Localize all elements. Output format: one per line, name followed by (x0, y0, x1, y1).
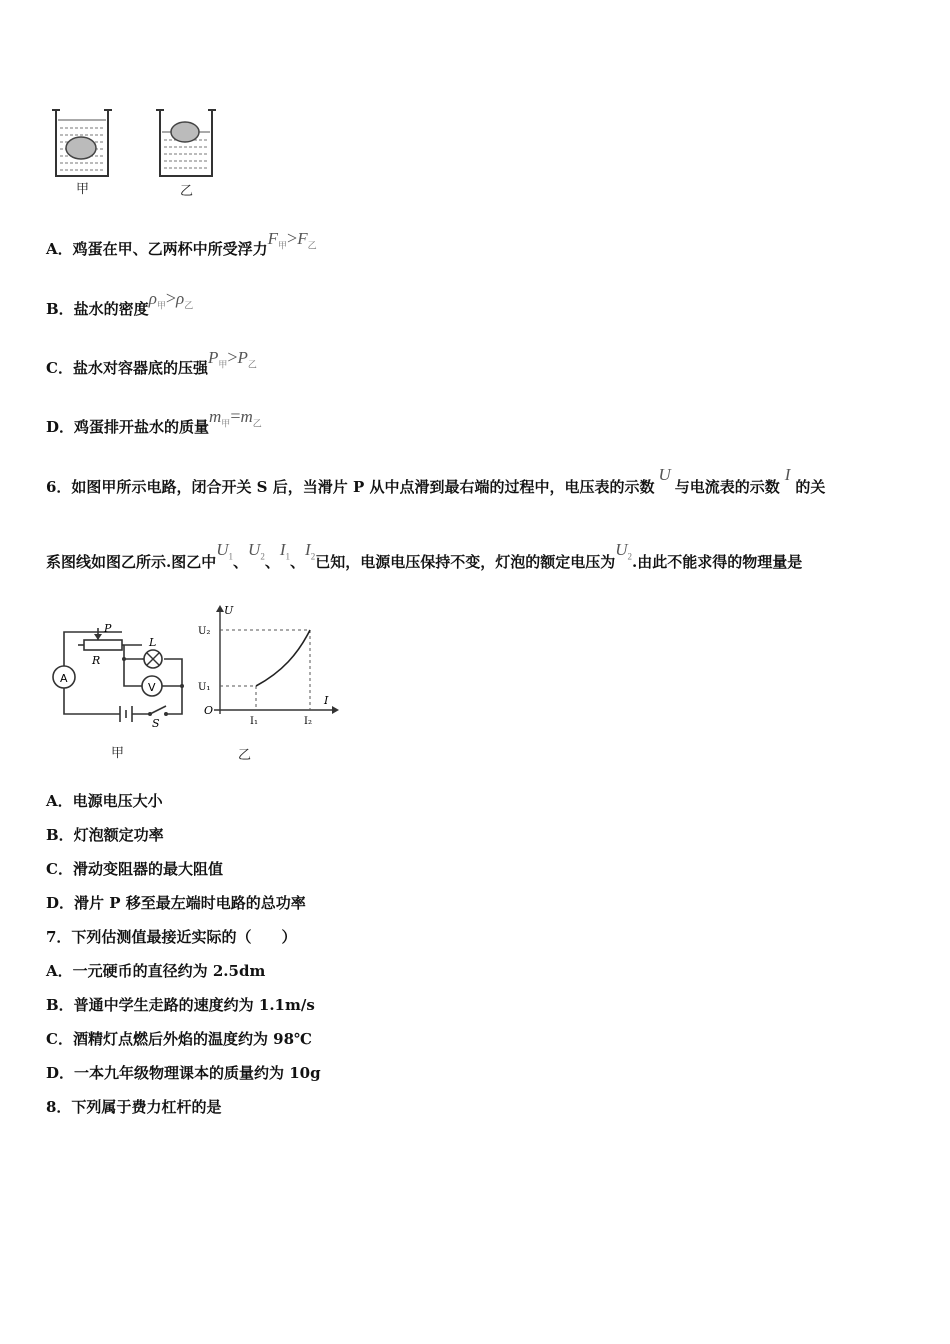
q5-option-a-text: A．鸡蛋在甲、乙两杯中所受浮力 (46, 240, 268, 258)
ui-graph (198, 604, 339, 727)
q7-option-d: D．一本九年级物理课本的质量约为 10g (46, 1064, 321, 1082)
math-var: U (615, 540, 628, 559)
circuit-figure (42, 602, 352, 768)
math-var: U (216, 540, 229, 559)
q5-option-a (46, 228, 317, 261)
math-sub: 2 (260, 551, 265, 562)
switch-label: S (152, 717, 160, 730)
math-var: U (658, 465, 671, 484)
slider-label: P (104, 622, 112, 635)
math-var: I (784, 465, 791, 484)
q5-option-c (46, 347, 257, 380)
circuit-label-left: 甲 (111, 746, 125, 761)
math-var: ρ (148, 289, 157, 308)
math-sub: 2 (310, 551, 316, 562)
math-sub: 1 (228, 551, 234, 562)
q6-sep: 、 (264, 553, 280, 571)
circuit-label-right: 乙 (238, 748, 252, 763)
math-var: ρ (176, 289, 185, 308)
graph-u2: U₂ (198, 626, 211, 637)
beaker-figure (48, 104, 228, 200)
math-sub: 甲 (221, 418, 231, 429)
voltmeter-label: V (148, 681, 156, 694)
math-op: > (227, 347, 238, 367)
graph-axis-y: U (224, 604, 234, 617)
q7-stem: 7．下列估测值最接近实际的（ ） (46, 928, 297, 946)
math-op: = (230, 406, 241, 426)
q6-option-b: B．灯泡额定功率 (46, 826, 164, 844)
math-var: F (267, 229, 279, 248)
beaker-left (52, 110, 112, 176)
math-sub: 1 (285, 551, 290, 562)
q6-text: 系图线如图乙所示.图乙中 (46, 553, 217, 571)
math-sub: 乙 (184, 300, 194, 311)
math-var: m (209, 407, 222, 426)
q6-text: 的关 (795, 478, 826, 496)
q6-stem-line1 (46, 465, 826, 497)
q5-option-d (46, 406, 262, 439)
q7-option-b: B．普通中学生走路的速度约为 1.1m/s (46, 996, 315, 1014)
math-sub: 乙 (307, 240, 317, 251)
math-sub: 乙 (252, 418, 262, 429)
math-var: U (248, 540, 261, 559)
q8-stem: 8．下列属于费力杠杆的是 (46, 1098, 222, 1116)
graph-u1: U₁ (198, 682, 211, 693)
q6-stem-line2 (46, 540, 803, 573)
math-var: F (297, 229, 308, 248)
graph-i2: I₂ (304, 716, 312, 727)
math-var: m (240, 407, 253, 426)
beaker-label-left: 甲 (76, 182, 90, 197)
beaker-label-right: 乙 (180, 184, 194, 199)
q6-text: 已知，电源电压保持不变，灯泡的额定电压为 (315, 553, 616, 571)
math-sub: 2 (627, 551, 632, 562)
q6-option-d: D．滑片 P 移至最左端时电路的总功率 (46, 894, 306, 912)
math-op: > (165, 288, 177, 308)
q5-option-d-text: D．鸡蛋排开盐水的质量 (46, 418, 210, 436)
q6-text: 与电流表的示数 (674, 478, 780, 496)
math-op: > (287, 228, 298, 248)
graph-origin: O (204, 704, 214, 717)
q6-sep: 、 (290, 553, 306, 571)
math-var: I (279, 540, 286, 559)
q6-text: 6．如图甲所示电路，闭合开关 S 后，当滑片 P 从中点滑到最右端的过程中，电压表的示数 (46, 478, 655, 496)
math-var: P (237, 348, 248, 367)
q5-option-b (46, 288, 194, 321)
math-sub: 甲 (218, 359, 228, 370)
q6-text: .由此不能求得的物理量是 (631, 553, 803, 571)
beaker-right (156, 110, 216, 176)
math-sub: 甲 (156, 300, 166, 311)
q5-option-b-text: B．盐水的密度 (46, 300, 149, 318)
q7-option-a: A．一元硬币的直径约为 2.5dm (46, 962, 266, 980)
q5-option-c-text: C．盐水对容器底的压强 (46, 359, 208, 377)
ammeter-label: A (60, 672, 68, 685)
math-sub: 乙 (247, 359, 257, 370)
graph-i1: I₁ (250, 716, 258, 727)
graph-axis-x: I (324, 694, 329, 707)
math-var: I (305, 540, 311, 559)
q6-option-a: A．电源电压大小 (46, 792, 163, 810)
q7-option-c: C．酒精灯点燃后外焰的温度约为 98℃ (46, 1030, 313, 1048)
q6-option-c: C．滑动变阻器的最大阻值 (46, 860, 223, 878)
q6-sep: 、 (233, 553, 249, 571)
math-sub: 甲 (278, 240, 288, 251)
math-var: P (207, 348, 219, 367)
resistor-label: R (92, 654, 101, 667)
lamp-label: L (149, 636, 157, 649)
